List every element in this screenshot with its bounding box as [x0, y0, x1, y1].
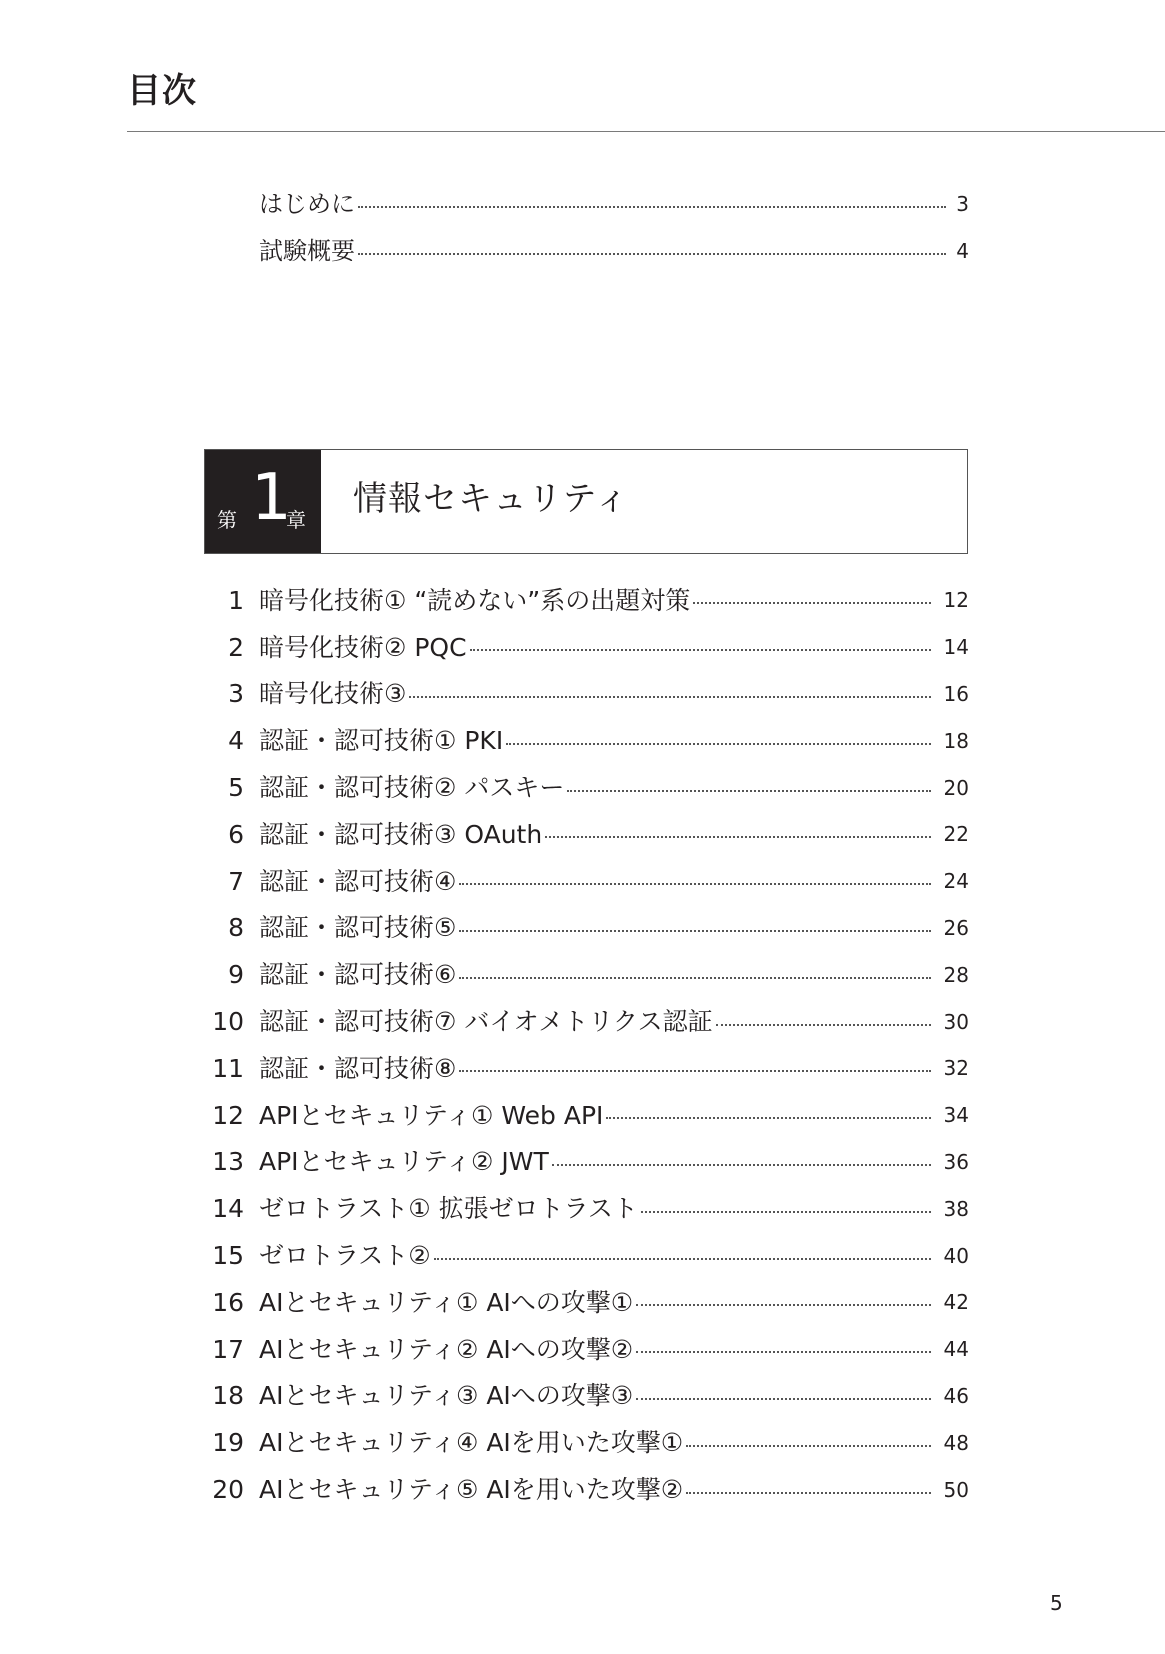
entry-label: 暗号化技術② PQC: [259, 632, 467, 662]
entry-page: 24: [943, 869, 969, 894]
entry-number: 14: [212, 1194, 244, 1224]
chapter-number: 1: [251, 461, 292, 535]
chapter-title: 情報セキュリティ: [353, 479, 630, 519]
dot-leader: [636, 1304, 931, 1306]
entry-page: 48: [943, 1430, 969, 1455]
entry-number: 1: [228, 585, 244, 615]
dot-leader: [686, 1492, 931, 1494]
entry-page: 18: [943, 728, 969, 753]
entry-number: 15: [212, 1241, 244, 1271]
entry-number: 13: [212, 1147, 244, 1177]
entry-number: 5: [228, 773, 244, 803]
dot-leader: [409, 696, 931, 698]
entry-page: 42: [943, 1290, 969, 1315]
entry-page: 26: [943, 915, 969, 940]
dot-leader: [470, 649, 931, 651]
dot-leader: [506, 743, 931, 745]
entry-number: 18: [212, 1381, 244, 1411]
entry-number: 19: [212, 1428, 244, 1458]
toc-row[interactable]: [204, 1326, 969, 1373]
entry-page: 44: [943, 1337, 969, 1362]
dot-leader: [567, 790, 931, 792]
dot-leader: [606, 1117, 931, 1119]
entry-label: AIとセキュリティ⑤ AIを用いた攻撃②: [259, 1475, 684, 1505]
toc-row[interactable]: [204, 811, 969, 858]
chapter-prefix: 第: [217, 508, 237, 532]
toc-row[interactable]: [204, 764, 969, 811]
toc-row[interactable]: [204, 1232, 969, 1279]
entry-number: 20: [212, 1475, 244, 1505]
dot-leader: [358, 206, 946, 208]
chapter-badge: [205, 450, 321, 553]
dot-leader: [434, 1258, 931, 1260]
entry-number: 8: [228, 913, 244, 943]
toc-row-intro[interactable]: [259, 180, 969, 227]
entry-label: ゼロトラスト②: [259, 1241, 431, 1271]
entry-label: 認証・認可技術⑤: [259, 913, 457, 943]
entry-number: 17: [212, 1334, 244, 1364]
toc-list: [204, 577, 969, 1513]
title-rule: [127, 131, 1165, 132]
entry-number: 16: [212, 1287, 244, 1317]
toc-row[interactable]: [204, 1045, 969, 1092]
toc-row[interactable]: [204, 671, 969, 718]
toc-row-overview[interactable]: [259, 227, 969, 274]
entry-label: 暗号化技術③: [259, 679, 407, 709]
page-title: 目次: [127, 71, 197, 111]
entry-label: 試験概要: [259, 236, 355, 265]
entry-number: 3: [228, 679, 244, 709]
entry-number: 12: [212, 1100, 244, 1130]
toc-row[interactable]: [204, 624, 969, 671]
page-number: 5: [1050, 1591, 1063, 1615]
entry-page: 30: [943, 1009, 969, 1034]
toc-row[interactable]: [204, 998, 969, 1045]
toc-row[interactable]: [204, 1466, 969, 1513]
entry-number: 9: [228, 960, 244, 990]
dot-leader: [459, 930, 931, 932]
entry-page: 3: [956, 191, 969, 216]
dot-leader: [459, 977, 931, 979]
dot-leader: [552, 1164, 931, 1166]
entry-page: 32: [943, 1056, 969, 1081]
toc-row[interactable]: [204, 717, 969, 764]
dot-leader: [545, 836, 931, 838]
toc-row[interactable]: [204, 1139, 969, 1186]
entry-page: 40: [943, 1243, 969, 1268]
entry-label: 認証・認可技術② パスキー: [259, 773, 565, 803]
dot-leader: [459, 1070, 931, 1072]
entry-page: 12: [943, 588, 969, 613]
entry-page: 38: [943, 1196, 969, 1221]
dot-leader: [641, 1211, 931, 1213]
entry-label: 認証・認可技術① PKI: [259, 726, 504, 756]
dot-leader: [459, 883, 931, 885]
entry-page: 50: [943, 1477, 969, 1502]
entry-number: 6: [228, 819, 244, 849]
toc-row[interactable]: [204, 577, 969, 624]
toc-row[interactable]: [204, 1419, 969, 1466]
entry-label: 認証・認可技術⑦ バイオメトリクス認証: [259, 1007, 713, 1037]
toc-row[interactable]: [204, 1279, 969, 1326]
dot-leader: [358, 253, 946, 255]
entry-page: 36: [943, 1149, 969, 1174]
entry-page: 4: [956, 238, 969, 263]
entry-label: はじめに: [259, 189, 355, 218]
entry-page: 16: [943, 681, 969, 706]
entry-label: ゼロトラスト① 拡張ゼロトラスト: [259, 1194, 638, 1224]
entry-label: APIとセキュリティ② JWT: [259, 1147, 549, 1177]
entry-label: 認証・認可技術⑥: [259, 960, 457, 990]
dot-leader: [716, 1024, 931, 1026]
dot-leader: [636, 1398, 931, 1400]
entry-number: 11: [212, 1053, 244, 1083]
entry-page: 34: [943, 1103, 969, 1128]
toc-row[interactable]: [204, 905, 969, 952]
dot-leader: [636, 1351, 931, 1353]
toc-row[interactable]: [204, 1185, 969, 1232]
entry-label: AIとセキュリティ① AIへの攻撃①: [259, 1287, 634, 1317]
entry-label: AIとセキュリティ③ AIへの攻撃③: [259, 1381, 634, 1411]
dot-leader: [693, 602, 931, 604]
entry-number: 4: [228, 726, 244, 756]
chapter-heading: [204, 449, 968, 554]
entry-label: APIとセキュリティ① Web API: [259, 1100, 604, 1130]
intro-section: [259, 180, 969, 274]
entry-page: 28: [943, 962, 969, 987]
toc-row[interactable]: [204, 951, 969, 998]
entry-label: 暗号化技術① “読めない”系の出題対策: [259, 585, 691, 615]
chapter-suffix: 章: [286, 508, 306, 532]
entry-label: 認証・認可技術⑧: [259, 1053, 457, 1083]
entry-page: 22: [943, 822, 969, 847]
entry-number: 2: [228, 632, 244, 662]
entry-number: 7: [228, 866, 244, 896]
toc-row[interactable]: [204, 1373, 969, 1420]
entry-label: AIとセキュリティ② AIへの攻撃②: [259, 1334, 634, 1364]
toc-row[interactable]: [204, 858, 969, 905]
entry-label: 認証・認可技術④: [259, 866, 457, 896]
entry-page: 20: [943, 775, 969, 800]
toc-row[interactable]: [204, 1092, 969, 1139]
entry-label: AIとセキュリティ④ AIを用いた攻撃①: [259, 1428, 684, 1458]
entry-page: 46: [943, 1383, 969, 1408]
entry-page: 14: [943, 635, 969, 660]
entry-label: 認証・認可技術③ OAuth: [259, 819, 543, 849]
dot-leader: [686, 1445, 931, 1447]
entry-number: 10: [212, 1007, 244, 1037]
